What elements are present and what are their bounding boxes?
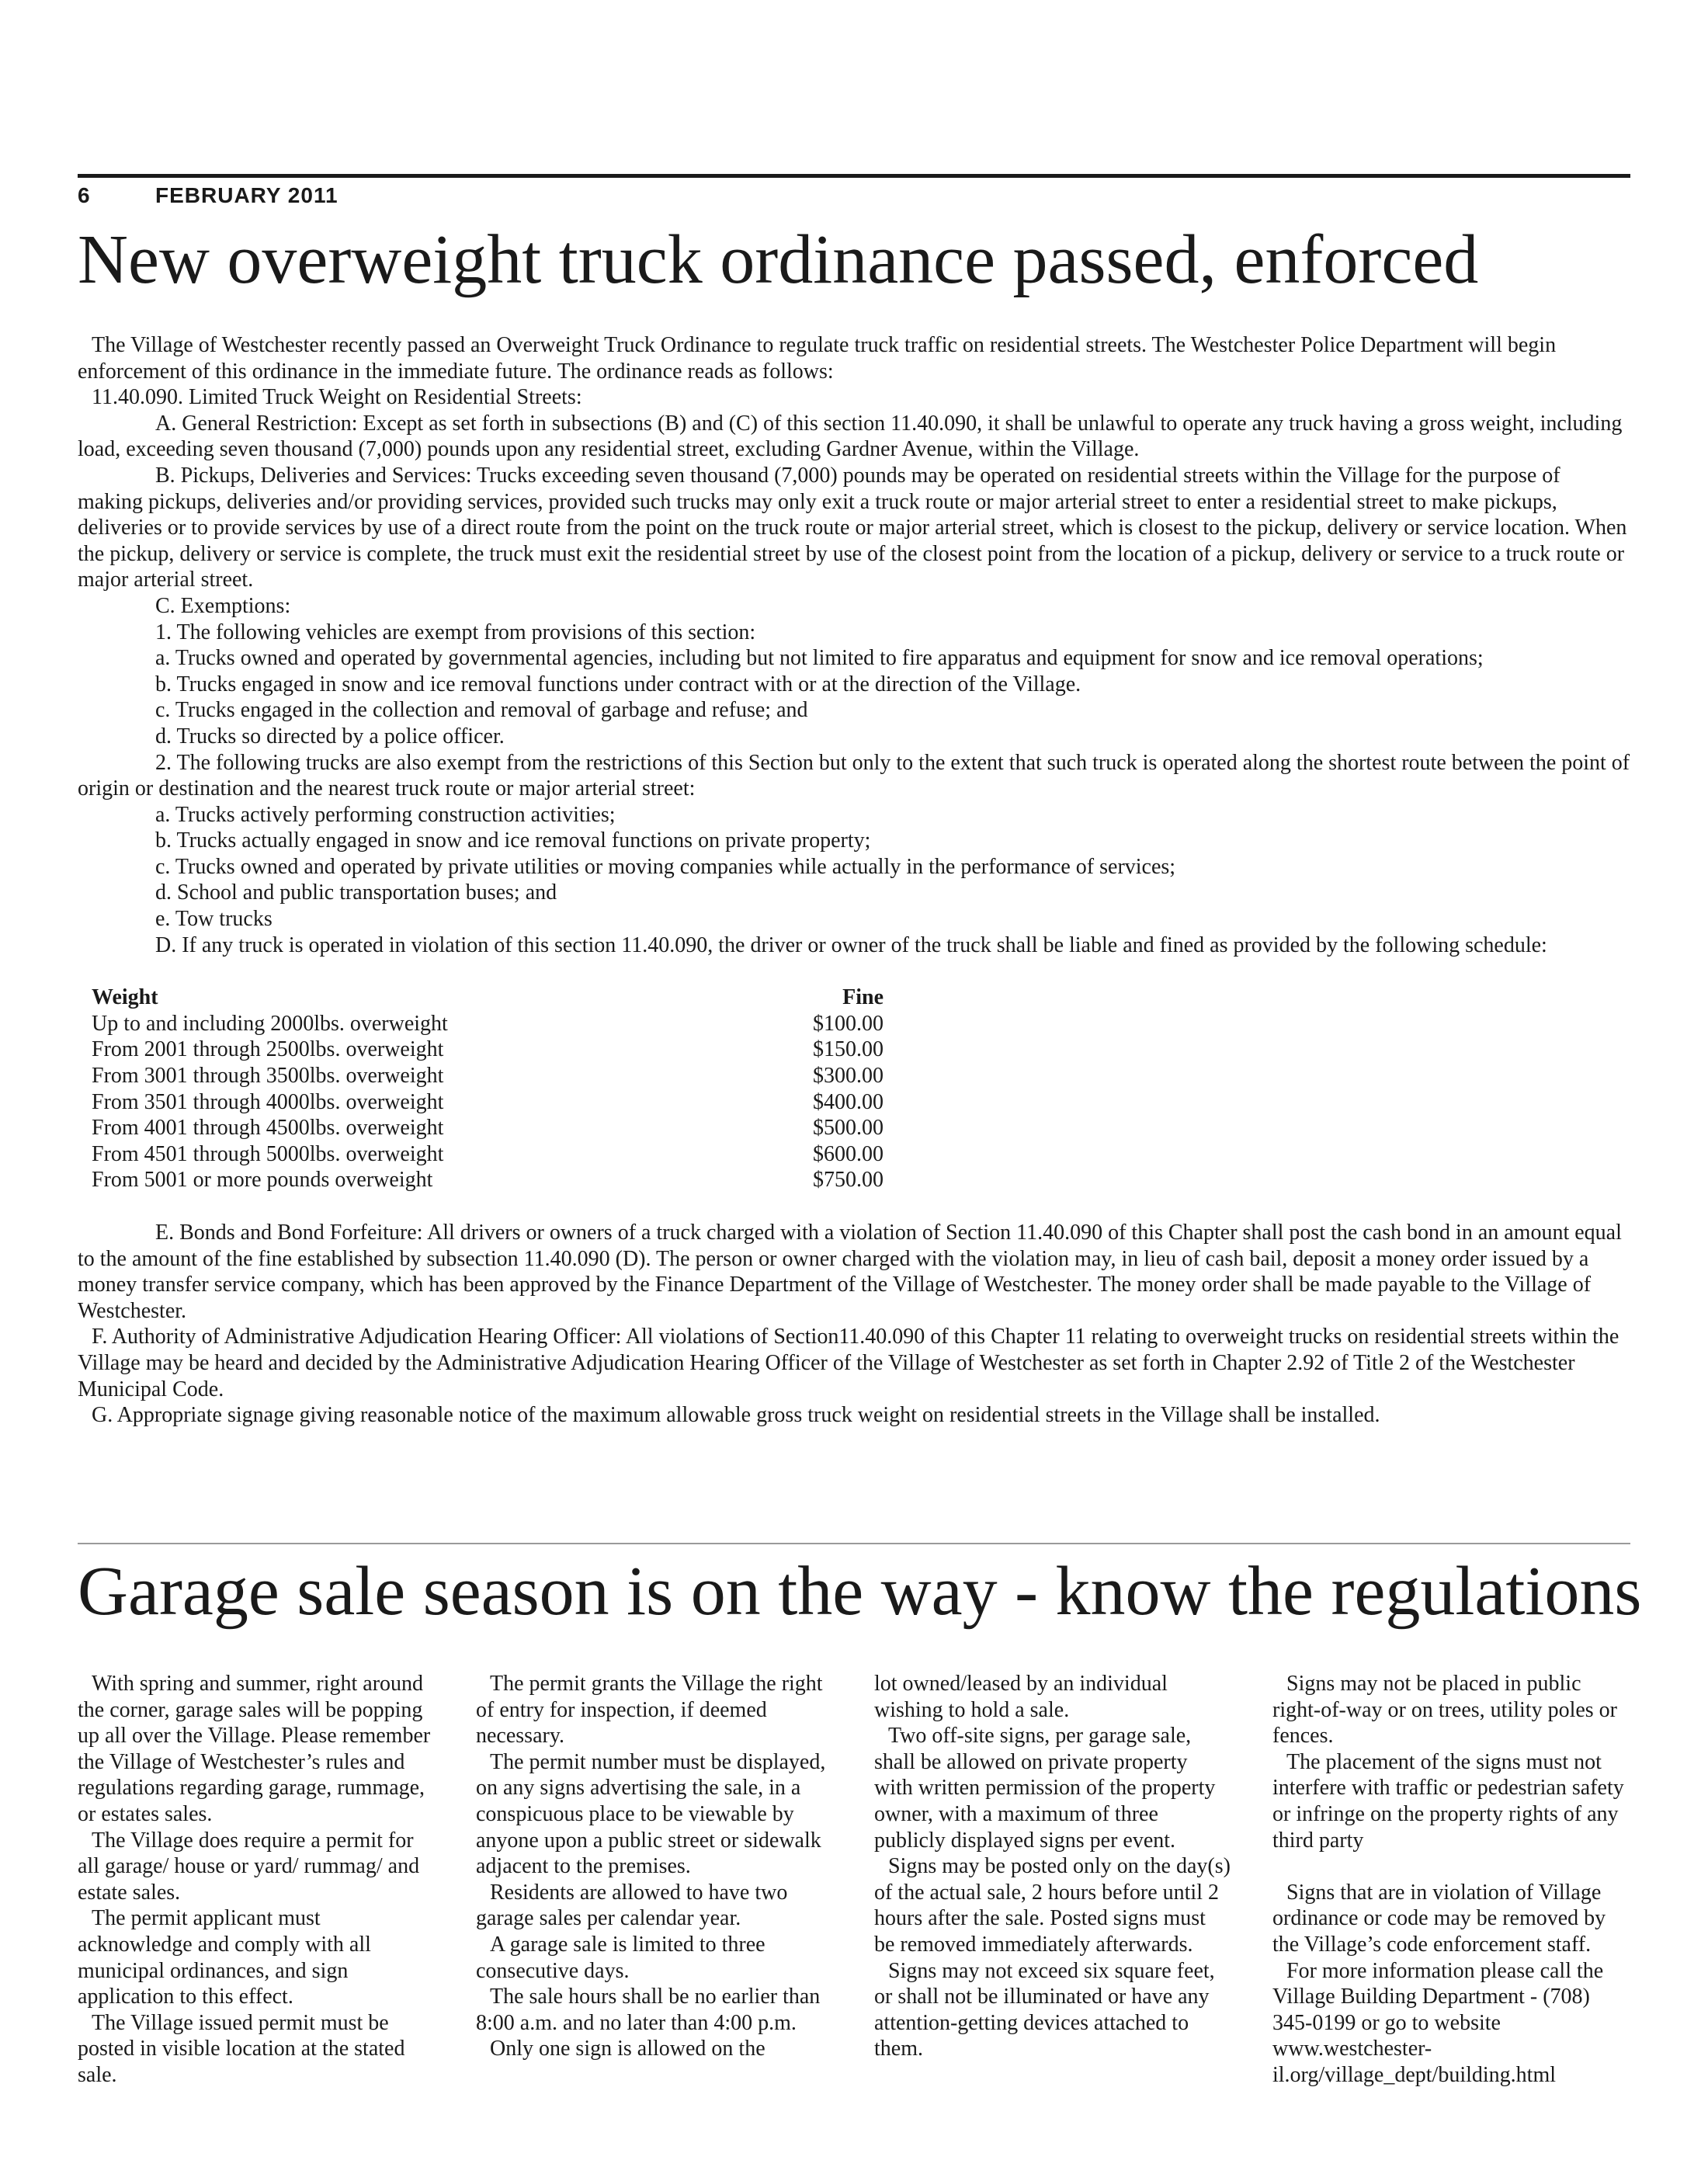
- page-number: 6: [78, 183, 91, 207]
- para-d: D. If any truck is operated in violation of this section 11.40.090, the driver or owner of the truck shall be liable and fined as provided by the following schedule:: [155, 932, 1547, 957]
- weight-cell: From 4501 through 5000lbs. overweight: [92, 1141, 444, 1166]
- weight-cell: From 2001 through 2500lbs. overweight: [92, 1037, 444, 1062]
- weight-header: Weight: [92, 985, 158, 1010]
- col2-paragraph: Residents are allowed to have two garage sales per calendar year.: [476, 1880, 788, 1931]
- fine-cell: $400.00: [813, 1089, 884, 1114]
- para-c2c: c. Trucks owned and operated by private utilities or moving companies while actually in the performance of services;: [155, 854, 1176, 879]
- article1-headline: New overweight truck ordinance passed, enforced: [78, 221, 1479, 298]
- weight-cell: From 4001 through 4500lbs. overweight: [92, 1116, 444, 1141]
- col3-paragraph: Signs may be posted only on the day(s) of the actual sale, 2 hours before until 2 hours after the sale. Posted signs must be removed immediately afterwards.: [874, 1854, 1231, 1957]
- section-title: 11.40.090. Limited Truck Weight on Residential Streets:: [92, 385, 582, 410]
- para-g: G. Appropriate signage giving reasonable notice of the maximum allowable gross truck weight on residential streets in the Village shall be installed.: [92, 1403, 1380, 1428]
- col4-paragraph: Signs may not be placed in public right-of-way or on trees, utility poles or fences.: [1272, 1672, 1618, 1749]
- fine-cell: $150.00: [813, 1037, 884, 1062]
- weight-cell: Up to and including 2000lbs. overweight: [92, 1011, 448, 1036]
- para-a: A. General Restriction: Except as set forth in subsections (B) and (C) of this section 11.40.090, it shall be unlawful to operate any truck having a gross weight, including load, exceeding seven thousand (7,000) pounds upon any residential street, excluding Gardner Avenue, within the Village.: [78, 411, 1623, 462]
- col2-paragraph: The permit grants the Village the right of entry for inspection, if deemed necessary.: [476, 1672, 823, 1749]
- para-c1c: c. Trucks engaged in the collection and removal of garbage and refuse; and: [155, 698, 808, 723]
- para-b: B. Pickups, Deliveries and Services: Trucks exceeding seven thousand (7,000) pounds may be operated on residential streets within the Village for the purpose of making pickups, deliveries and/or providing services, provided such trucks may only exit a truck route or major arterial street to enter a residential street to make pickups, deliveries or to provide services by use of a direct route from the point on the truck route or major arterial street, which is closest to the pickup, delivery or service location. When the pickup, delivery or service is complete, the truck must exit the residential street by use of the closest point from the location of a pickup, delivery or service to a truck route or major arterial street.: [78, 463, 1627, 592]
- article2-column-2: [476, 1671, 833, 2089]
- para-c1b: b. Trucks engaged in snow and ice removal functions under contract with or at the direction of the Village.: [155, 672, 1081, 696]
- article2-column-1: [78, 1671, 435, 2089]
- fine-table-row: [92, 1011, 1630, 1037]
- newsletter-page: [78, 0, 1642, 2174]
- para-c1a: a. Trucks owned and operated by governmental agencies, including but not limited to fire apparatus and equipment for snow and ice removal operations;: [155, 646, 1484, 671]
- weight-cell: From 3001 through 3500lbs. overweight: [92, 1064, 444, 1089]
- fine-cell: $300.00: [813, 1064, 884, 1089]
- fine-cell: $500.00: [813, 1116, 884, 1141]
- para-c: C. Exemptions:: [155, 593, 291, 618]
- col1-paragraph: The Village does require a permit for all garage/ house or yard/ rummag/ and estate sales.: [78, 1828, 420, 1905]
- fine-table-row: [92, 1141, 1630, 1168]
- fine-table-row: [92, 1115, 1630, 1141]
- para-c1: 1. The following vehicles are exempt from provisions of this section:: [155, 620, 756, 644]
- article2-headline: Garage sale season is on the way - know the regulations: [78, 1553, 1642, 1630]
- col4-paragraph: Signs that are in violation of Village ordinance or code may be removed by the Village’s code enforcement staff.: [1272, 1880, 1606, 1957]
- para-e: E. Bonds and Bond Forfeiture: All drivers or owners of a truck charged with a violation of Section 11.40.090 of this Chapter shall post the cash bond in an amount equal to the amount of the fine established by subsection 11.40.090 (D). The person or owner charged with the violation may, in lieu of cash bail, deposit a money order issued by a money transfer service company, which has been approved by the Finance Department of the Village of Westchester. The money order shall be made payable to the Village of Westchester.: [78, 1221, 1622, 1323]
- col3-paragraph: Two off-site signs, per garage sale, shall be allowed on private property with written permission of the property owner, with a maximum of three publicly displayed signs per event.: [874, 1724, 1216, 1853]
- col2-paragraph: The permit number must be displayed, on any signs advertising the sale, in a conspicuous place to be viewable by anyone upon a public street or sidewalk adjacent to the premises.: [476, 1749, 826, 1879]
- para-c2b: b. Trucks actually engaged in snow and ice removal functions on private property;: [155, 828, 871, 853]
- fine-schedule-table: [92, 985, 1630, 1193]
- fine-header: Fine: [842, 985, 884, 1010]
- col3-paragraph: lot owned/leased by an individual wishing to hold a sale.: [874, 1672, 1168, 1722]
- weight-cell: From 3501 through 4000lbs. overweight: [92, 1089, 444, 1114]
- para-c2: 2. The following trucks are also exempt from the restrictions of this Section but only to the extent that such truck is operated along the shortest route between the point of origin or destination and the nearest truck route or major arterial street:: [78, 750, 1630, 801]
- article1-body: [78, 332, 1630, 1429]
- col1-paragraph: The permit applicant must acknowledge and comply with all municipal ordinances, and sign application to this effect.: [78, 1906, 371, 2009]
- para-c1d: d. Trucks so directed by a police officer.: [155, 724, 505, 748]
- fine-cell: $600.00: [813, 1141, 884, 1166]
- col2-paragraph: A garage sale is limited to three consecutive days.: [476, 1932, 765, 1983]
- fine-table-row: [92, 1089, 1630, 1116]
- article2-column-4: [1272, 1671, 1630, 2089]
- article1-intro: The Village of Westchester recently passed an Overweight Truck Ordinance to regulate truck traffic on residential streets. The Westchester Police Department will begin enforcement of this ordinance in the immediate future. The ordinance reads as follows:: [78, 333, 1557, 384]
- col1-paragraph: The Village issued permit must be posted in visible location at the stated sale.: [78, 2010, 405, 2087]
- top-rule: [78, 174, 1630, 178]
- para-c2e: e. Tow trucks: [155, 907, 273, 932]
- fine-table-header: [92, 985, 1630, 1011]
- article2-columns: [78, 1671, 1630, 2089]
- col2-paragraph: The sale hours shall be no earlier than 8:00 a.m. and no later than 4:00 p.m.: [476, 1985, 821, 2035]
- issue-date: FEBRUARY 2011: [155, 183, 338, 207]
- para-c2a: a. Trucks actively performing construction activities;: [155, 802, 616, 827]
- fine-cell: $100.00: [813, 1011, 884, 1036]
- section-divider: [78, 1543, 1630, 1544]
- fine-table-row: [92, 1037, 1630, 1063]
- col2-paragraph: Only one sign is allowed on the: [490, 2037, 765, 2061]
- article2-column-3: [874, 1671, 1231, 2089]
- col4-paragraph: For more information please call the Village Building Department - (708) 345-0199 or go to website www.westchester-il.org/village_dept/building.html: [1272, 1958, 1604, 2087]
- col1-paragraph: With spring and summer, right around the corner, garage sales will be popping up all over the Village. Please remember the Village of Westchester’s rules and regulations regarding garage, rummage, or estates sales.: [78, 1672, 431, 1826]
- fine-table-row: [92, 1063, 1630, 1089]
- fine-cell: $750.00: [813, 1168, 884, 1193]
- para-c2d: d. School and public transportation buses; and: [155, 880, 557, 905]
- col4-paragraph: The placement of the signs must not interfere with traffic or pedestrian safety or infringe on the property rights of any third party: [1272, 1749, 1624, 1853]
- masthead: [78, 183, 338, 208]
- fine-table-row: [92, 1167, 1630, 1193]
- weight-cell: From 5001 or more pounds overweight: [92, 1168, 433, 1193]
- para-f: F. Authority of Administrative Adjudication Hearing Officer: All violations of Section11.40.090 of this Chapter 11 relating to overweight trucks on residential streets within the Village may be heard and decided by the Administrative Adjudication Hearing Officer of the Village of Westchester as set forth in Chapter 2.92 of Title 2 of the Westchester Municipal Code.: [78, 1325, 1619, 1401]
- col3-paragraph: Signs may not exceed six square feet, or shall not be illuminated or have any attention-getting devices attached to them.: [874, 1958, 1215, 2061]
